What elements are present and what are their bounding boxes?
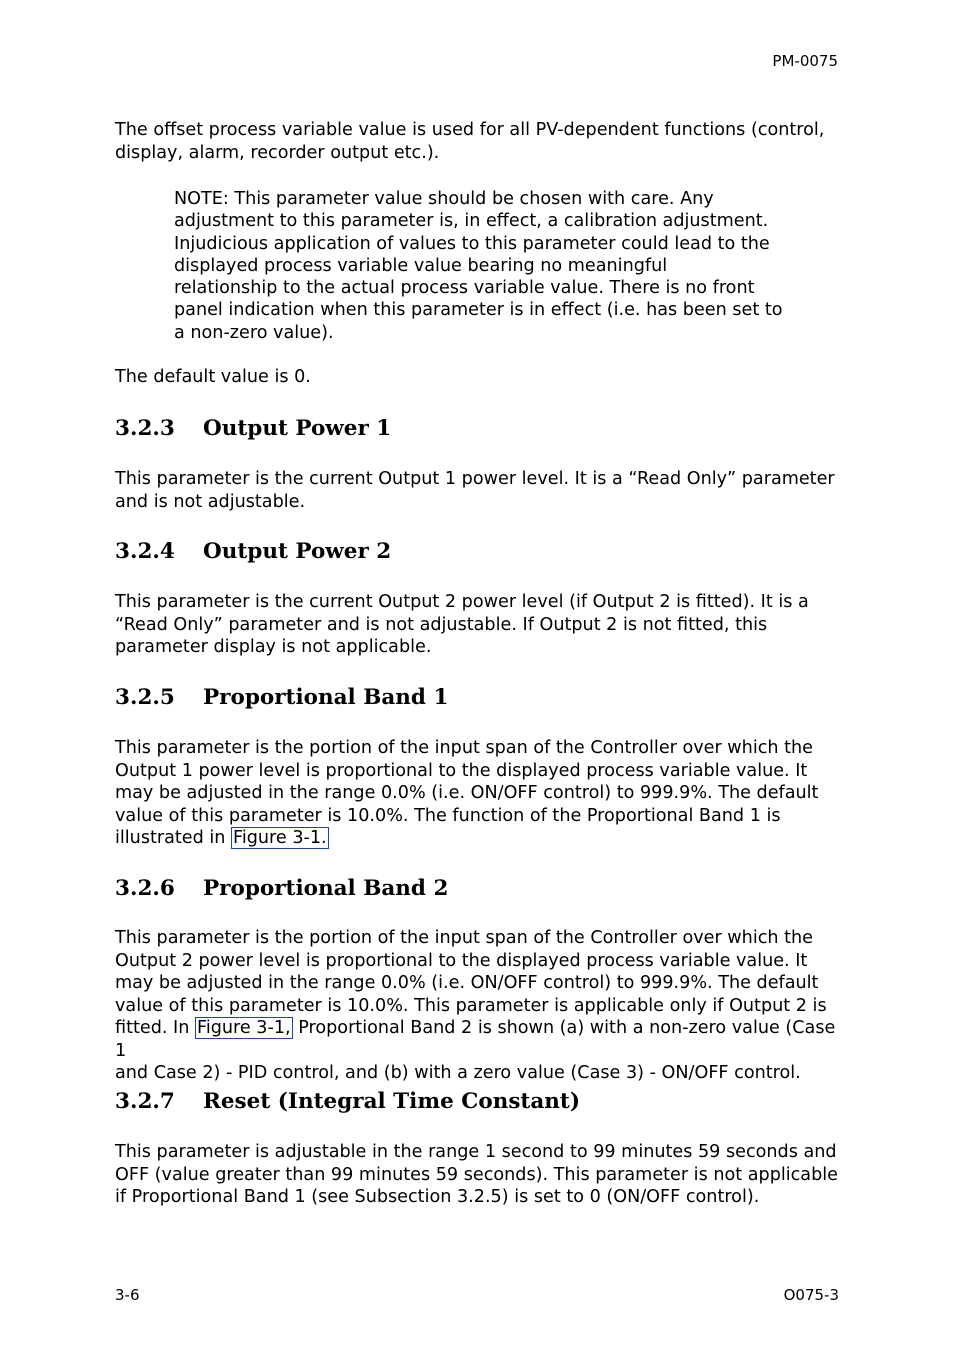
section-number: 3.2.5	[115, 685, 175, 710]
note-line: Injudicious application of values to this parameter could lead to the	[174, 233, 770, 254]
section-body-3-2-7	[115, 1141, 845, 1209]
note-line: panel indication when this parameter is in effect (i.e. has been set to	[174, 300, 783, 321]
body-line	[115, 827, 845, 850]
document-code: O075-3	[783, 1286, 839, 1304]
note-line: displayed process variable value bearing no meaningful	[174, 255, 668, 276]
note-line: a non-zero value).	[174, 322, 334, 343]
body-line: “Read Only” parameter and is not adjustable. If Output 2 is not fitted, this	[115, 614, 768, 635]
body-line: if Proportional Band 1 (see Subsection 3.2.5) is set to 0 (ON/OFF control).	[115, 1187, 760, 1207]
figure-3-1-link[interactable]: Figure 3-1,	[197, 1018, 291, 1038]
body-line	[115, 1017, 850, 1062]
body-line: and Case 2) - PID control, and (b) with a zero value (Case 3) - ON/OFF control.	[115, 1063, 801, 1083]
body-line: This parameter is adjustable in the range 1 second to 99 minutes 59 seconds and	[115, 1142, 837, 1162]
document-id: PM-0075	[772, 52, 838, 70]
section-title: Output Power 1	[203, 416, 392, 441]
note-line: adjustment to this parameter is, in effect, a calibration adjustment.	[174, 211, 769, 232]
line-suffix: Proportional Band 2 is shown (a) with a non-zero value (Case 1	[115, 1018, 836, 1061]
section-heading-3-2-4	[115, 539, 391, 564]
body-line: Output 1 power level is proportional to the displayed process variable value. It	[115, 760, 808, 781]
section-title: Reset (Integral Time Constant)	[203, 1089, 581, 1114]
section-number: 3.2.4	[115, 539, 175, 564]
body-line: parameter display is not applicable.	[115, 637, 432, 657]
section-number: 3.2.3	[115, 416, 175, 441]
body-line: may be adjusted in the range 0.0% (i.e. ON/OFF control) to 999.9%. The default	[115, 783, 819, 803]
figure-3-1-link[interactable]: Figure 3-1.	[233, 828, 327, 848]
section-heading-3-2-7	[115, 1089, 580, 1114]
line-prefix: illustrated in	[115, 828, 232, 848]
line-prefix: fitted. In	[115, 1018, 195, 1038]
section-body-3-2-5	[115, 737, 845, 850]
section-title: Proportional Band 2	[203, 876, 449, 901]
body-line: This parameter is the portion of the input span of the Controller over which the	[115, 928, 814, 948]
note-line: relationship to the actual process variable value. There is no front	[174, 278, 755, 299]
section-title: Output Power 2	[203, 539, 392, 564]
note-block	[174, 188, 794, 344]
page-number: 3-6	[115, 1286, 140, 1304]
body-line: Output 2 power level is proportional to the displayed process variable value. It	[115, 950, 808, 971]
intro-paragraph: The offset process variable value is used for all PV-dependent functions (control, display, alarm, recorder output etc.).	[115, 120, 825, 163]
note-line: NOTE: This parameter value should be chosen with care. Any	[174, 189, 714, 209]
body-line: This parameter is the current Output 2 power level (if Output 2 is fitted). It is a	[115, 592, 809, 612]
section-title: Proportional Band 1	[203, 685, 449, 710]
section-number: 3.2.6	[115, 876, 175, 901]
body-line: value of this parameter is 10.0%. This parameter is applicable only if Output 2 is	[115, 995, 827, 1016]
default-value-text: The default value is 0.	[115, 367, 311, 387]
body-line: This parameter is the portion of the input span of the Controller over which the	[115, 738, 814, 758]
body-line: may be adjusted in the range 0.0% (i.e. ON/OFF control) to 999.9%. The default	[115, 973, 819, 993]
section-heading-3-2-5	[115, 685, 448, 710]
section-body-3-2-6	[115, 927, 850, 1085]
section-heading-3-2-6	[115, 876, 448, 901]
section-heading-3-2-3	[115, 416, 391, 441]
section-body-3-2-4	[115, 591, 845, 659]
body-line: OFF (value greater than 99 minutes 59 seconds). This parameter is not applicable	[115, 1164, 838, 1185]
body-line: value of this parameter is 10.0%. The function of the Proportional Band 1 is	[115, 805, 781, 826]
section-number: 3.2.7	[115, 1089, 175, 1114]
section-body-3-2-3: This parameter is the current Output 1 power level. It is a “Read Only” parameter and is not adjustable.	[115, 469, 835, 512]
